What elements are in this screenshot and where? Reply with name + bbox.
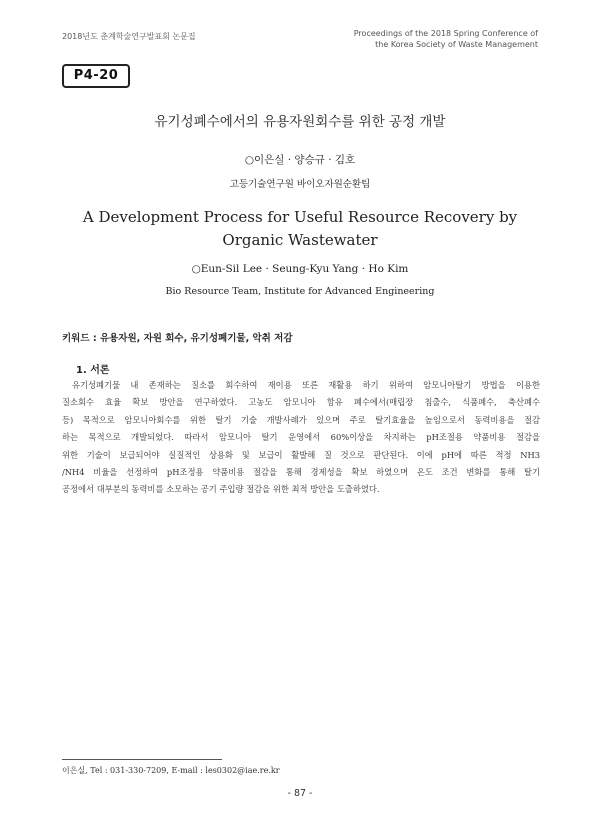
title-english-line2: Organic Wastewater (222, 231, 378, 249)
title-korean: 유기성폐수에서의 유용자원회수를 위한 공정 개발 (154, 114, 446, 130)
running-header-right (354, 28, 538, 50)
affiliation-english: Bio Resource Team, Institute for Advanced Engineering (165, 286, 435, 297)
footnote-contact: 이은실, Tel : 031-330-7209, E-mail : les0302@iae.re.kr (62, 766, 280, 775)
section-heading-introduction: 1. 서론 (76, 365, 110, 376)
body-line: /NH4 비율을 선정하여 pH조정용 약품비용 절감을 통해 경제성을 확보 하였으며 온도 조건 변화를 통해 탈기 (62, 467, 540, 478)
title-english (40, 206, 560, 252)
body-line: 공정에서 대부분의 동력비를 소모하는 공기 주입량 절감을 위한 최적 방안을 도출하였다. (62, 484, 380, 495)
running-header-left: 2018년도 춘계학술연구발표회 논문집 (62, 32, 196, 41)
body-line: 위한 기술이 보급되어야 실질적인 상용화 및 보급이 활발해 질 것으로 판단된다. 이에 pH에 따른 적정 NH3 (62, 449, 540, 460)
introduction-body (62, 377, 540, 499)
affiliation-korean: 고등기술연구원 바이오자원순환팀 (229, 179, 371, 190)
title-english-line1: A Development Process for Useful Resource Recovery by (82, 208, 518, 226)
body-line: 등) 목적으로 암모니아회수를 위한 탈기 기술 개발사례가 있으며 주로 탈기효율을 높임으로서 동력비용을 절감 (62, 414, 540, 425)
body-line: 질소회수 효율 확보 방안을 연구하였다. 고농도 암모니아 함유 폐수에서(매립장 침출수, 식품폐수, 축산폐수 (62, 397, 540, 408)
authors-english: ○Eun-Sil Lee · Seung-Kyu Yang · Ho Kim (191, 263, 409, 275)
running-header-right-line2: the Korea Society of Waste Management (375, 40, 538, 49)
footnote-divider (62, 759, 222, 760)
keywords: 키워드 : 유용자원, 자원 회수, 유기성폐기물, 악취 저감 (62, 333, 293, 344)
body-line: 유기성폐기물 내 존재하는 질소를 회수하여 재이용 또른 재활용 하기 위하여 암모니아탈기 방법을 이용한 (72, 380, 540, 390)
paper-id-badge: P4-20 (62, 64, 130, 88)
page-number: - 87 - (287, 788, 313, 799)
authors-korean: ○이은실 · 양승규 · 김호 (244, 154, 356, 166)
running-header-right-line1: Proceedings of the 2018 Spring Conference of (353, 29, 538, 38)
body-line: 하는 목적으로 개발되었다. 따라서 암모니아 탈기 운영에서 60%이상을 차지하는 pH조절용 약품비용 절감을 (62, 432, 540, 443)
